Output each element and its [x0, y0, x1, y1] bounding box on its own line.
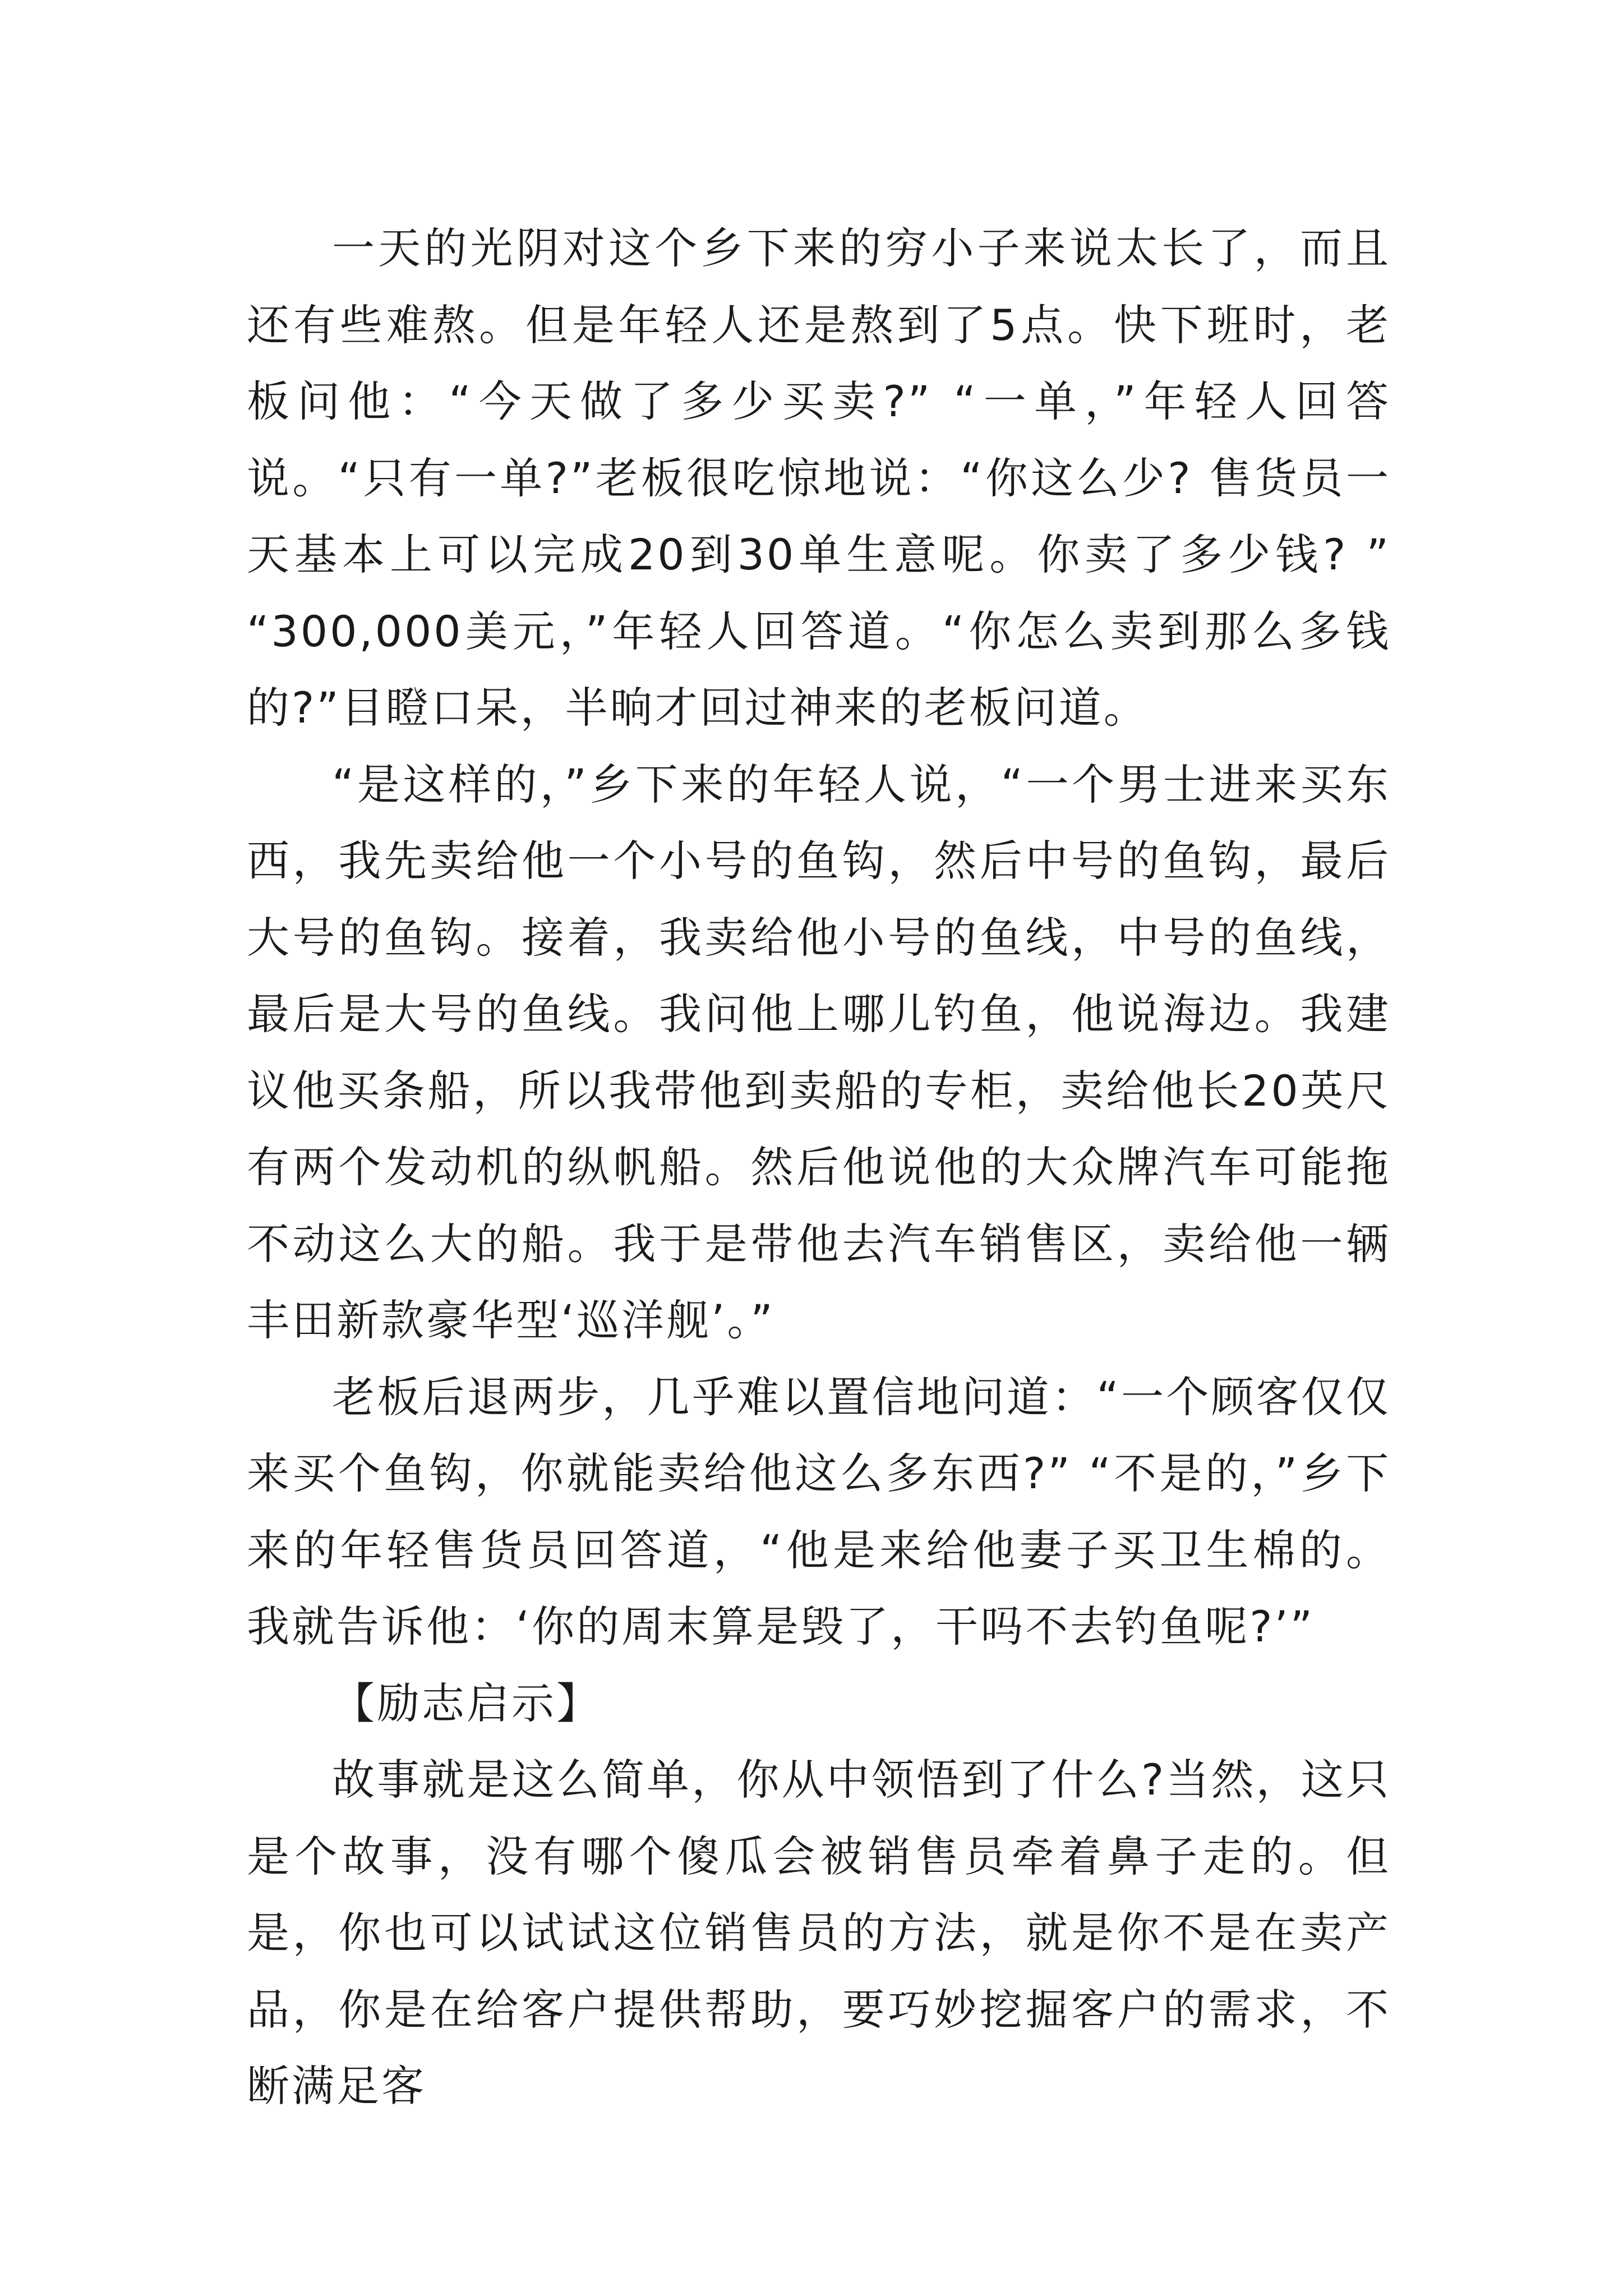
section-heading: 【励志启示】	[332, 1678, 601, 1728]
paragraph-boss-question: 老板后退两步，几乎难以置信地问道：“一个顾客仅仅来买个鱼钩，你就能卖给他这么多东西?” “不是的，”乡下来的年轻售货员回答道，“他是来给他妻子买卫生棉的。我就告诉他：‘你的周末算是毁了，干吗不去钓鱼呢?’”	[247, 1372, 1391, 1651]
paragraph-closing: 故事就是这么简单，你从中领悟到了什么?当然，这只是个故事，没有哪个傻瓜会被销售员牵着鼻子走的。但是，你也可以试试这位销售员的方法，就是你不是在卖产品，你是在给客户提供帮助，要巧妙挖掘客户的需求，不断满足客	[247, 1755, 1391, 2111]
document-body	[247, 210, 1391, 2125]
paragraph-salesman-day: 一天的光阴对这个乡下来的穷小子来说太长了，而且还有些难熬。但是年轻人还是熬到了5点。快下班时，老板问他：“今天做了多少买卖?” “一单，”年轻人回答说。“只有一单?”老板很吃惊地说：“你这么少? 售货员一天基本上可以完成20到30单生意呢。你卖了多少钱? ” “300,000美元，”年轻人回答道。“你怎么卖到那么多钱的?”目瞪口呆，半晌才回过神来的老板问道。	[247, 223, 1391, 733]
paragraph-salesman-explanation: “是这样的，”乡下来的年轻人说，“一个男士进来买东西，我先卖给他一个小号的鱼钩，然后中号的鱼钩，最后大号的鱼钩。接着，我卖给他小号的鱼线，中号的鱼线，最后是大号的鱼线。我问他上哪儿钓鱼，他说海边。我建议他买条船，所以我带他到卖船的专柜，卖给他长20英尺有两个发动机的纵帆船。然后他说他的大众牌汽车可能拖不动这么大的船。我于是带他去汽车销售区，卖给他一辆丰田新款豪华型‘巡洋舰’。”	[247, 759, 1391, 1345]
